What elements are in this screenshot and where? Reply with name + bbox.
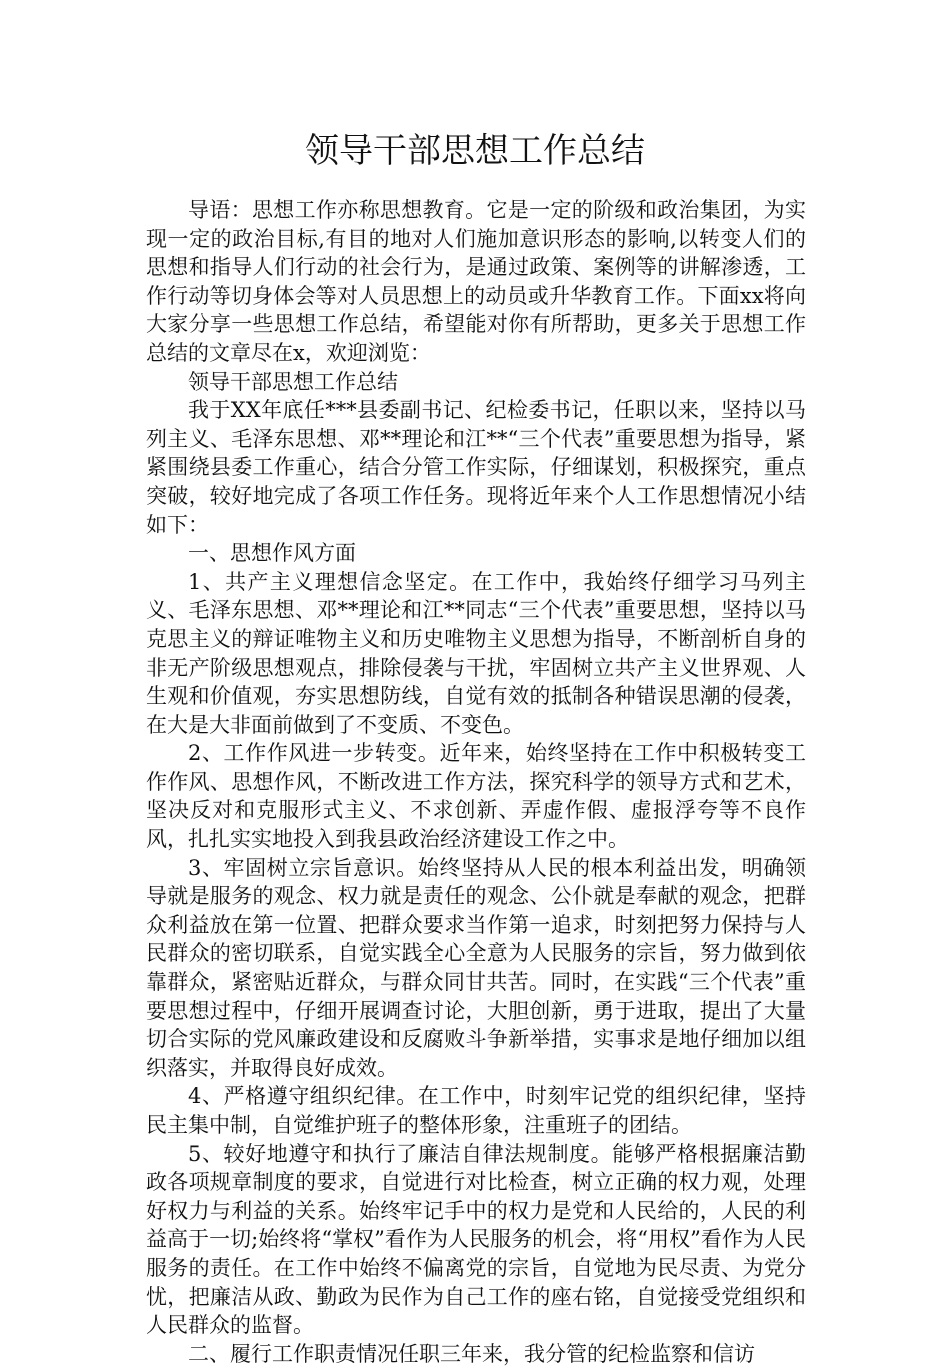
paragraph-item-3: 3、牢固树立宗旨意识。始终坚持从人民的根本利益出发，明确领导就是服务的观念、权力就是责任的观念、公仆就是奉献的观念，把群众利益放在第一位置、把群众要求当作第一追求，时刻把努力保持与人民群众的密切联系，自觉实践全心全意为人民服务的宗旨，努力做到依靠群众，紧密贴近群众，与群众同甘共苦。同时，在实践“三个代表”重要思想过程中，仔细开展调查讨论，大胆创新，勇于进取，提出了大量切合实际的党风廉政建设和反腐败斗争新举措，实事求是地仔细加以组织落实，并取得良好成效。 xyxy=(146,855,806,1080)
document-title: 领导干部思想工作总结 xyxy=(305,131,645,171)
paragraph-subtitle: 领导干部思想工作总结 xyxy=(188,369,398,394)
paragraph-item-4: 4、严格遵守组织纪律。在工作中，时刻牢记党的组织纪律，坚持民主集中制，自觉维护班子的整体形象，注重班子的团结。 xyxy=(146,1084,806,1137)
paragraph-item-5: 5、较好地遵守和执行了廉洁自律法规制度。能够严格根据廉洁勤政各项规章制度的要求，自觉进行对比检查，树立正确的权力观，处理好权力与利益的关系。始终牢记手中的权力是党和人民给的，人民的利益高于一切;始终将“掌权”看作为人民服务的机会，将“用权”看作为人民服务的责任。在工作中始终不偏离党的宗旨，自觉地为民尽责、为党分忧，把廉洁从政、勤政为民作为自己工作的座右铭，自觉接受党组织和人民群众的监督。 xyxy=(146,1141,806,1338)
paragraph-item-1: 1、共产主义理想信念坚定。在工作中，我始终仔细学习马列主义、毛泽东思想、邓**理论和江**同志“三个代表”重要思想，坚持以马克思主义的辩证唯物主义和历史唯物主义思想为指导，不断剖析自身的非无产阶级思想观点，排除侵袭与干扰，牢固树立共产主义世界观、人生观和价值观，夯实思想防线，自觉有效的抵制各种错误思潮的侵袭，在大是大非面前做到了不变质、不变色。 xyxy=(146,569,806,737)
paragraph-intro: 导语：思想工作亦称思想教育。它是一定的阶级和政治集团，为实现一定的政治目标,有目的地对人们施加意识形态的影响,以转变人们的思想和指导人们行动的社会行为，是通过政策、案例等的讲解渗透，工作行动等切身体会等对人员思想上的动员或升华教育工作。下面xx将向大家分享一些思想工作总结，希望能对你有所帮助，更多关于思想工作总结的文章尽在x，欢迎浏览： xyxy=(146,198,806,365)
paragraph-item-2: 2、工作作风进一步转变。近年来，始终坚持在工作中积极转变工作作风、思想作风，不断改进工作方法，探究科学的领导方式和艺术，坚决反对和克服形式主义、不求创新、弄虚作假、虚报浮夸等不良作风，扎扎实实地投入到我县政治经济建设工作之中。 xyxy=(146,741,806,852)
section-heading-2: 二、履行工作职责情况任职三年来，我分管的纪检监察和信访 xyxy=(188,1341,755,1366)
paragraph-overview: 我于XX年底任***县委副书记、纪检委书记，任职以来，坚持以马列主义、毛泽东思想、邓**理论和江**“三个代表”重要思想为指导，紧紧围绕县委工作重心，结合分管工作实际，仔细谋划，积极探究，重点突破，较好地完成了各项工作任务。现将近年来个人工作思想情况小结如下： xyxy=(146,398,806,537)
document-body xyxy=(146,196,806,1368)
section-heading-1: 一、思想作风方面 xyxy=(188,541,356,566)
